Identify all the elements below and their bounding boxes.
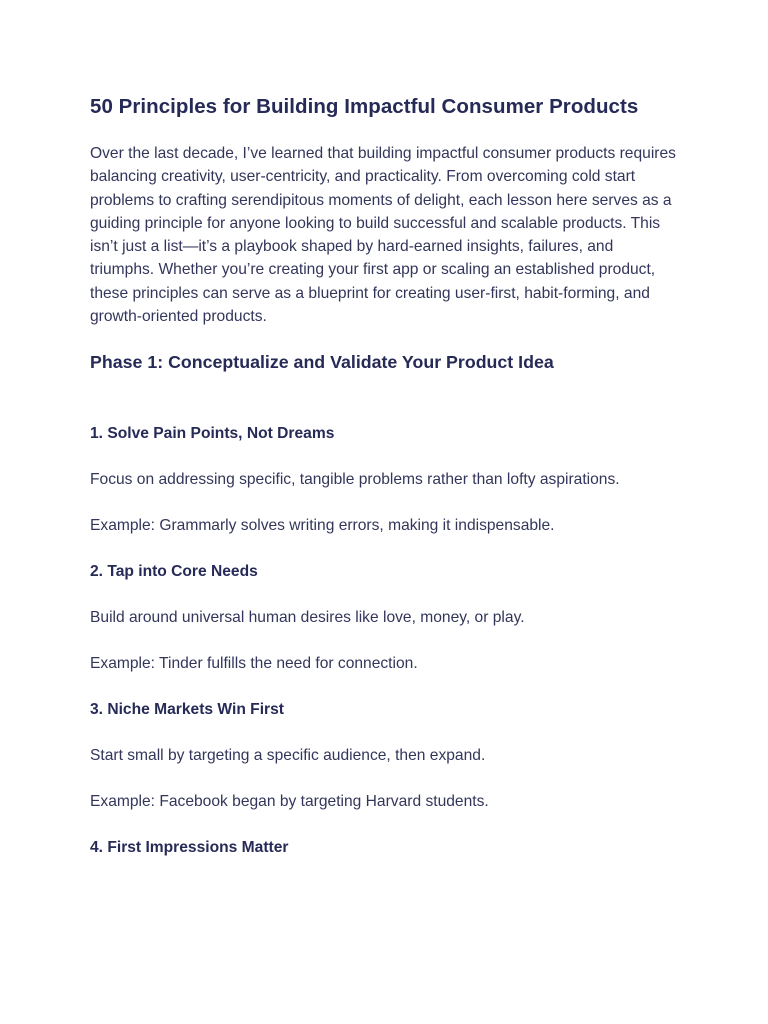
principle-title: 1. Solve Pain Points, Not Dreams [90, 425, 335, 443]
principle-description: Focus on addressing specific, tangible problems rather than lofty aspirations. [90, 471, 620, 489]
principle-title: 2. Tap into Core Needs [90, 563, 258, 581]
principles-list [90, 422, 680, 860]
principle-item [90, 422, 680, 538]
principle-title: 4. First Impressions Matter [90, 839, 289, 857]
principle-description: Build around universal human desires like love, money, or play. [90, 609, 525, 627]
principle-example: Example: Grammarly solves writing errors, making it indispensable. [90, 517, 555, 535]
principle-title: 3. Niche Markets Win First [90, 701, 284, 719]
principle-example: Example: Tinder fulfills the need for connection. [90, 655, 418, 673]
document-page [90, 92, 680, 882]
phase-heading: Phase 1: Conceptualize and Validate Your Product Idea [90, 352, 554, 373]
principle-item [90, 560, 680, 676]
principle-description: Start small by targeting a specific audience, then expand. [90, 747, 486, 765]
principle-item [90, 698, 680, 814]
intro-paragraph: Over the last decade, I’ve learned that building impactful consumer products requires balancing creativity, user-centricity, and practicality. From overcoming cold start problems to crafting serendipitous moments of delight, each lesson here serves as a guiding principle for anyone looking to build successful and scalable products. This isn’t just a list—it’s a playbook shaped by hard-earned insights, failures, and triumphs. Whether you’re creating your first app or scaling an established product, these principles can serve as a blueprint for creating user-first, habit-forming, and growth-oriented products. [90, 145, 676, 326]
principle-item [90, 836, 680, 860]
document-title: 50 Principles for Building Impactful Consumer Products [90, 95, 639, 118]
principle-example: Example: Facebook began by targeting Harvard students. [90, 793, 489, 811]
